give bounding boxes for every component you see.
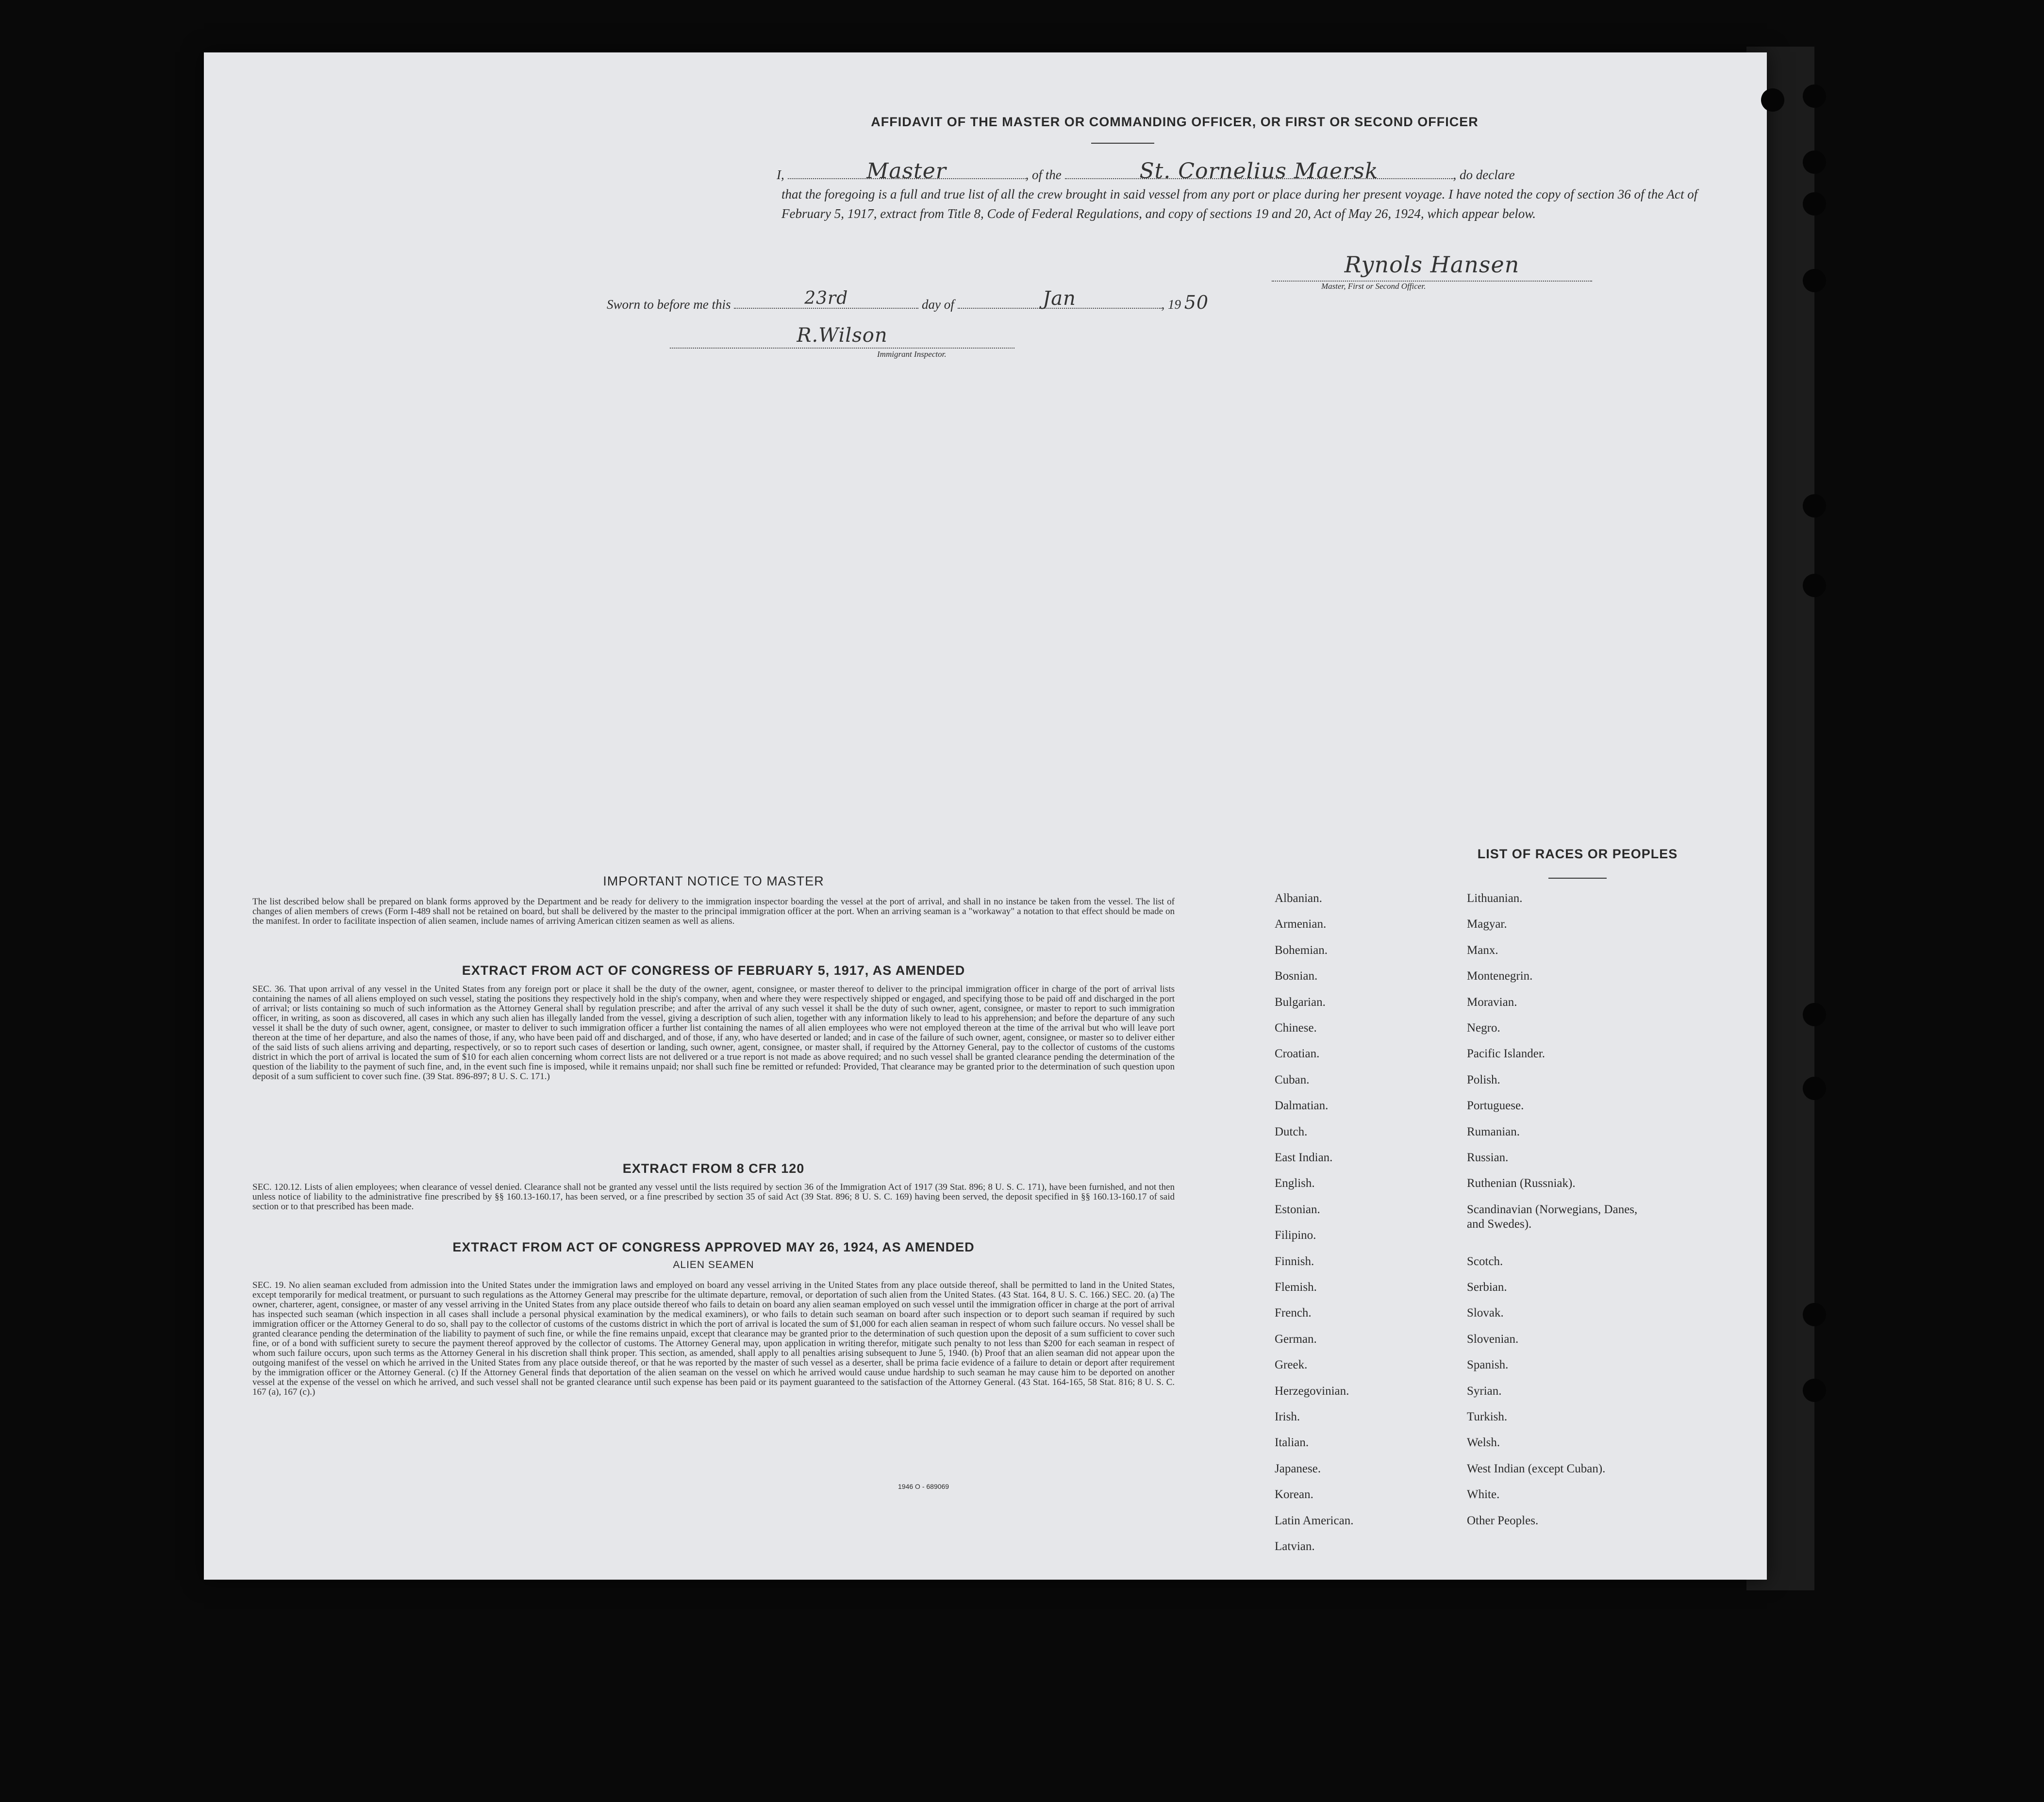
races-title: LIST OF RACES OR PEOPLES: [1477, 847, 1678, 861]
declaration-text: that the foregoing is a full and true list of all the crew brought in said vessel from any port or place during her present voyage. I have noted the copy of section 36 of the Act of February 5, 1917, extract from Title 8, Code of Federal Regulations, and copy of sections 19 and 20, Act of May 26, 1924, which appear below.: [781, 187, 1698, 221]
race-item: Serbian.: [1467, 1281, 1507, 1294]
race-item: Polish.: [1467, 1073, 1500, 1086]
affidavit-declaration: [578, 159, 1709, 223]
race-item: English.: [1275, 1177, 1315, 1190]
extract1-title: EXTRACT FROM ACT OF CONGRESS OF FEBRUARY 5, 1917, AS AMENDED: [462, 963, 965, 978]
race-item: Negro.: [1467, 1021, 1500, 1034]
race-item: Welsh.: [1467, 1436, 1500, 1450]
signature-caption: Master, First or Second Officer.: [1321, 282, 1426, 291]
year-prefix: , 19: [1161, 297, 1181, 312]
month-field: [958, 287, 1162, 310]
inspector-caption: Immigrant Inspector.: [877, 350, 947, 359]
race-item: East Indian.: [1275, 1151, 1333, 1164]
sworn-label: Sworn to before me this: [607, 297, 731, 312]
title-rule: [1091, 143, 1154, 144]
handwritten-rank: Master: [866, 159, 947, 184]
print-code: 1946 O - 689069: [898, 1483, 949, 1490]
race-item: Pacific Islander.: [1467, 1047, 1545, 1061]
inspector-signature-line: [670, 324, 1014, 349]
day-of-label: day of: [922, 297, 954, 312]
race-item: Croatian.: [1275, 1047, 1320, 1061]
race-item: Korean.: [1275, 1488, 1313, 1502]
race-item: Albanian.: [1275, 892, 1322, 905]
race-item: Greek.: [1275, 1358, 1308, 1372]
extract3-body: SEC. 19. No alien seaman excluded from admission into the United States under the immigration laws and employed on board any vessel arriving in the United States from any place outside thereof, shall be permitted to land in the United States, except temporarily for medical treatment, or pursuant to such regulations as the Attorney General may prescribe for the ultimate departure, removal, or deportation of such alien from the United States. (43 Stat. 164, 8 U. S. C. 166.) SEC. 20. (a) The owner, charterer, agent, consignee, or master of any vessel arriving in the United States from any place outside thereof who fails to detain on board any alien seaman employed on such vessel until the immigration officer in charge at the port of arrival has inspected such seaman (which inspection in all cases shall include a personal physical examination by the medical examiners), or who fails to detain such seaman on board after such inspection or to deport such seaman if required by such immigration officer or the Attorney General to do so, shall pay to the collector of customs of the customs district in which the port of arrival is located the sum of $1,000 for each alien seaman in respect of whom such failure occurs. No vessel shall be granted clearance pending the determination of the liability to payment of such fine, or while the fine remains unpaid, except that clearance may be granted prior to the determination of such question upon the deposit of a sum sufficient to cover such fine, or of a bond with sufficient surety to secure the payment thereof approved by the collector of customs. The Attorney General may, upon application in writing therefor, mitigate such penalty to not less than $200 for each seaman in respect of whom such failure occurs, upon such terms as the Attorney General in his discretion shall think proper. This section, as amended, shall apply to all penalties arising subsequent to June 5, 1940. (b) Proof that an alien seaman did not appear upon the outgoing manifest of the vessel on which he arrived in the United States from any place outside thereof, or that he was reported by the master of such vessel as a deserter, shall be prima facie evidence of a failure to detain or deport after requirement by the immigration officer or the Attorney General. (c) If the Attorney General finds that deportation of the alien seaman on the vessel on which he arrived would cause undue hardship to such seaman he may cause him to be deported on another vessel at the expense of the vessel on which he arrived, and such vessel shall not be granted clearance until such expense has been paid or its payment guaranteed to the satisfaction of the Attorney General. (43 Stat. 164-165, 58 Stat. 816; 8 U. S. C. 167 (a), 167 (c).): [252, 1281, 1175, 1397]
extract3-title: EXTRACT FROM ACT OF CONGRESS APPROVED MAY 26, 1924, AS AMENDED: [452, 1240, 975, 1254]
race-item: Dalmatian.: [1275, 1099, 1329, 1113]
race-item: Slovak.: [1467, 1306, 1504, 1320]
race-item: Cuban.: [1275, 1073, 1310, 1086]
binder-hole: [1803, 192, 1826, 216]
race-item: Scandinavian (Norwegians, Danes, and Swedes).: [1467, 1202, 1638, 1231]
race-item: Lithuanian.: [1467, 892, 1523, 905]
race-item: Bohemian.: [1275, 943, 1328, 957]
race-item: French.: [1275, 1306, 1312, 1320]
document-page: [204, 52, 1767, 1580]
race-item: Magyar.: [1467, 918, 1507, 931]
race-item: Irish.: [1275, 1410, 1300, 1423]
race-item: Herzegovinian.: [1275, 1384, 1349, 1398]
affidavit-title: AFFIDAVIT OF THE MASTER OR COMMANDING OFFICER, OR FIRST OR SECOND OFFICER: [871, 115, 1479, 129]
notice-title: IMPORTANT NOTICE TO MASTER: [603, 874, 824, 888]
race-item: Manx.: [1467, 943, 1498, 957]
binder-hole: [1803, 1003, 1826, 1026]
race-item: Rumanian.: [1467, 1125, 1520, 1138]
race-item: Chinese.: [1275, 1021, 1317, 1034]
extract2-title: EXTRACT FROM 8 CFR 120: [622, 1161, 805, 1176]
race-item: Montenegrin.: [1467, 969, 1533, 983]
race-item: Armenian.: [1275, 918, 1327, 931]
race-item: Other Peoples.: [1467, 1514, 1539, 1527]
binder-hole: [1803, 1303, 1826, 1326]
race-item: Syrian.: [1467, 1384, 1502, 1398]
races-rule: [1548, 878, 1607, 879]
race-item: Italian.: [1275, 1436, 1309, 1450]
race-item: German.: [1275, 1332, 1317, 1346]
handwritten-vessel: St. Cornelius Maersk: [1139, 159, 1379, 184]
binder-hole: [1803, 269, 1826, 292]
binder-hole: [1803, 150, 1826, 174]
race-item: Estonian.: [1275, 1202, 1320, 1216]
sworn-line: [607, 287, 1209, 317]
race-item: Flemish.: [1275, 1281, 1317, 1294]
notice-body: The list described below shall be prepared on blank forms approved by the Department and be ready for delivery to the immigration inspector boarding the vessel at the port of arrival, and shall in no instance be taken from the vessel. The list of changes of alien members of crews (Form I-489 shall not be retained on board, but shall be delivered by the master to the principal immigration officer at the port. When an arriving seaman is a "workaway" a notation to that effect should be made on the manifest. In order to facilitate inspection of alien seamen, include names of arriving American citizen seamen as well as aliens.: [252, 897, 1175, 926]
day-field: [734, 288, 918, 309]
extract1-body: SEC. 36. That upon arrival of any vessel in the United States from any foreign port or place it shall be the duty of the owner, agent, consignee, or master thereof to deliver to the principal immigration officer in charge of the port of arrival lists containing the names of all aliens employed on such vessel, stating the positions they respectively hold in the ship's company, when and where they were respectively shipped or engaged, and specifying those to be paid off and discharged in the port of arrival; or lists containing so much of such information as the Attorney General shall by regulation prescribe; and after the arrival of any such vessel it shall be the duty of such owner, agent, consignee, or master to report to such immigration officer, in writing, as soon as discovered, all cases in which any such alien has illegally landed from the vessel, giving a description of such alien, together with any information likely to lead to his apprehension; and before the departure of any such vessel it shall be the duty of such owner, agent, consignee, or master to deliver to such immigration officer a further list containing the names of all alien employees who were not employed thereon at the time of the arrival but who will leave port thereon at the time of her departure, and also the names of those, if any, who have been paid off and discharged, and of those, if any, who have deserted or landed; and in case of the failure of such owner, agent, consignee, or master so to deliver either of the said lists of such aliens arriving and departing, respectively, or so to report such cases of desertion or landing, such owner, agent, consignee, or master shall, if required by the Attorney General, pay to the collector of customs of the customs district in which the port of arrival is located the sum of $10 for each alien concerning whom correct lists are not delivered or a true report is not made as above required; and no such vessel shall be granted clearance pending the determination of the question of the liability to the payment of such fine, and, in the event such fine is imposed, while it remains unpaid; nor shall such fine be remitted or refunded: Provided, That clearance may be granted prior to the determination of such question upon deposit of a sum sufficient to cover such fine. (39 Stat. 896-897; 8 U. S. C. 171.): [252, 984, 1175, 1082]
binder-hole: [1803, 494, 1826, 517]
inspector-signature: R.Wilson: [797, 324, 888, 347]
race-item: White.: [1467, 1488, 1500, 1502]
race-item: Bulgarian.: [1275, 995, 1326, 1009]
binder-hole: [1761, 88, 1784, 112]
race-item: Russian.: [1467, 1151, 1509, 1164]
race-item: Turkish.: [1467, 1410, 1508, 1423]
binder-hole: [1803, 1379, 1826, 1402]
extract2-body: SEC. 120.12. Lists of alien employees; when clearance of vessel denied. Clearance shall not be granted any vessel until the lists required by section 36 of the Immigration Act of 1917 (39 Stat. 896; 8 U. S. C. 171), have been furnished, and not then unless notice of liability to the administrative fine prescribed by §§ 160.13-160.17, has been served, or a fine prescribed by section 35 of said Act (39 Stat. 896; 8 U. S. C. 169) having been served, the deposit specified in §§ 160.13-160.17 of said section or to that prescribed has been made.: [252, 1183, 1175, 1212]
race-item: Japanese.: [1275, 1462, 1321, 1475]
handwritten-day: 23rd: [804, 288, 848, 308]
rank-field: [788, 159, 1026, 184]
extract3-subtitle: ALIEN SEAMEN: [673, 1259, 754, 1270]
vessel-field: [1065, 159, 1453, 184]
master-signature-line: [1272, 251, 1592, 282]
race-item: Ruthenian (Russniak).: [1467, 1177, 1576, 1190]
race-item: Moravian.: [1467, 995, 1517, 1009]
of-the-label: , of the: [1025, 167, 1062, 182]
master-signature: Rynols Hansen: [1344, 251, 1520, 278]
race-item: Bosnian.: [1275, 969, 1318, 983]
race-item: Dutch.: [1275, 1125, 1308, 1138]
race-item: Spanish.: [1467, 1358, 1509, 1372]
binder-hole: [1803, 574, 1826, 597]
race-item: Filipino.: [1275, 1229, 1316, 1242]
do-declare-label: , do declare: [1453, 167, 1515, 182]
handwritten-month: Jan: [1043, 287, 1076, 310]
handwritten-year: 50: [1184, 292, 1209, 313]
race-item: Portuguese.: [1467, 1099, 1524, 1113]
race-item: West Indian (except Cuban).: [1467, 1462, 1606, 1475]
race-item: Scotch.: [1467, 1254, 1503, 1268]
race-item: Latvian.: [1275, 1540, 1315, 1553]
race-item: Finnish.: [1275, 1254, 1314, 1268]
binder-hole: [1803, 84, 1826, 108]
i-label: I,: [777, 167, 784, 182]
binder-hole: [1803, 1077, 1826, 1100]
race-item: Slovenian.: [1467, 1332, 1519, 1346]
race-item: Latin American.: [1275, 1514, 1354, 1527]
